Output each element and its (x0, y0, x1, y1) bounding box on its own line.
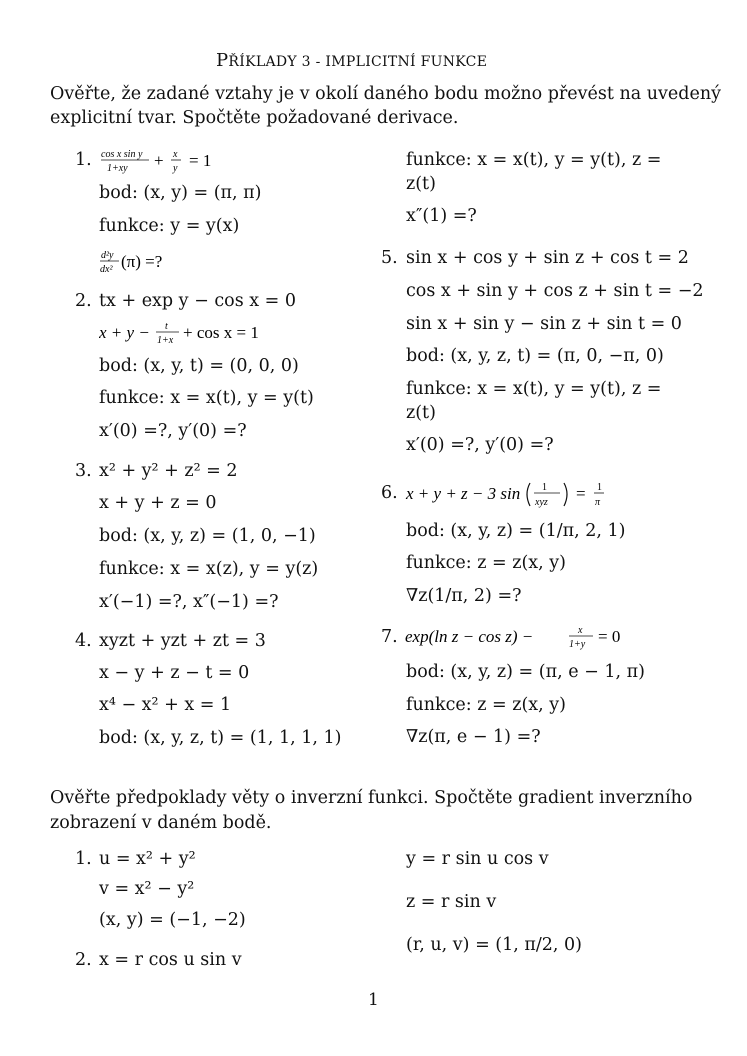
problem-4-eq1: xyzt + yzt + zt = 3 (99, 631, 266, 651)
problem-7-equation (405, 622, 655, 657)
inverse-1-u: u = x² + y² (99, 849, 196, 869)
problem-6-point: bod: (x, y, z) = (1/π, 2, 1) (406, 521, 626, 541)
problem-7-equation-svg (405, 622, 655, 652)
inverse-1-v: v = x² − y² (99, 879, 195, 899)
problem-4-point: bod: (x, y, z, t) = (1, 1, 1, 1) (99, 728, 342, 748)
problem-3-eq1: x² + y² + z² = 2 (99, 461, 238, 481)
problem-3-function: funkce: x = x(z), y = y(z) (99, 559, 319, 579)
page-title (216, 52, 487, 70)
problem-7-number: 7. (381, 627, 398, 647)
problem-1-point: bod: (x, y) = (π, π) (99, 183, 262, 203)
problem-3-ask: x′(−1) =?, x″(−1) =? (99, 592, 279, 612)
problem-7-point: bod: (x, y, z) = (π, e − 1, π) (406, 662, 645, 682)
problem-2-number: 2. (75, 291, 92, 311)
svg-text:1+x: 1+x (157, 335, 174, 346)
section2-line-1: Ověřte předpoklady věty o inverzní funkci. Spočtěte gradient inverzního (50, 788, 693, 808)
svg-text:1+xy: 1+xy (107, 163, 128, 174)
problem-2-ask: x′(0) =?, y′(0) =? (99, 421, 247, 441)
problem-5-eq1: sin x + cos y + sin z + cos t = 2 (406, 248, 689, 268)
svg-text:1: 1 (542, 482, 547, 493)
problem-5-eq3: sin x + sin y − sin z + sin t = 0 (406, 314, 682, 334)
svg-text:x + y + z − 3 sin: x + y + z − 3 sin (406, 484, 521, 503)
svg-text:y: y (173, 163, 178, 174)
svg-text:1+y: 1+y (569, 639, 586, 650)
svg-text:=: = (576, 484, 586, 503)
inverse-2-z: z = r sin v (406, 892, 497, 912)
problem-6-ask: ∇z(1/π, 2) =? (406, 586, 522, 606)
inverse-2-x: x = r cos u sin v (99, 950, 242, 970)
svg-text:t: t (165, 321, 168, 332)
svg-text:x: x (578, 625, 583, 636)
page-number: 1 (368, 990, 379, 1010)
svg-text:= 1: = 1 (189, 151, 212, 170)
problem-3-point: bod: (x, y, z) = (1, 0, −1) (99, 526, 316, 546)
problem-5-ask: x′(0) =?, y′(0) =? (406, 435, 554, 455)
inverse-1-number: 1. (75, 849, 92, 869)
inverse-2-number: 2. (75, 950, 92, 970)
svg-text:xyz: xyz (535, 497, 548, 508)
problem-6-equation (404, 474, 654, 519)
problem-2-eq2 (99, 318, 319, 353)
svg-text:exp(ln z − cos z) −: exp(ln z − cos z) − (405, 627, 534, 646)
inverse-2-point: (r, u, v) = (1, π/2, 0) (406, 935, 582, 955)
problem-5-number: 5. (381, 248, 398, 268)
problem-2-eq1: tx + exp y − cos x = 0 (99, 291, 297, 311)
problem-5-function-line-2: z(t) (406, 403, 436, 423)
intro-line-1: Ověřte, že zadané vztahy je v okolí daného bodu možno převést na uvedený (50, 84, 721, 104)
problem-5-point: bod: (x, y, z, t) = (π, 0, −π, 0) (406, 346, 664, 366)
svg-text:x + y −: x + y − (99, 323, 150, 342)
problem-6-number: 6. (381, 483, 398, 503)
problem-1-ask (99, 247, 209, 282)
svg-text:+: + (154, 151, 164, 170)
problem-4-eq3: x⁴ − x² + x = 1 (99, 695, 232, 715)
problem-4-ask: x″(1) =? (406, 206, 477, 226)
problem-3-eq2: x + y + z = 0 (99, 493, 217, 513)
svg-text:1: 1 (597, 482, 602, 493)
svg-text:x: x (173, 149, 178, 160)
problem-4-function-line-2: z(t) (406, 174, 436, 194)
problem-5-eq2: cos x + sin y + cos z + sin t = −2 (406, 281, 704, 301)
inverse-2-y: y = r sin u cos v (406, 849, 549, 869)
problem-1-ask-svg (99, 247, 209, 277)
problem-1-function: funkce: y = y(x) (99, 216, 240, 236)
problem-4-function-line-1: funkce: x = x(t), y = y(t), z = (406, 150, 662, 170)
problem-2-eq2-svg (99, 318, 319, 348)
problem-7-ask: ∇z(π, e − 1) =? (406, 727, 541, 747)
problem-1-equation (99, 146, 249, 181)
problem-2-point: bod: (x, y, t) = (0, 0, 0) (99, 356, 299, 376)
problem-5-function-line-1: funkce: x = x(t), y = y(t), z = (406, 379, 662, 399)
title-initial: P (216, 50, 229, 71)
problem-7-function: funkce: z = z(x, y) (406, 695, 567, 715)
svg-text:cos x sin y: cos x sin y (101, 149, 143, 160)
problem-6-equation-svg (404, 474, 654, 514)
problem-6-function: funkce: z = z(x, y) (406, 553, 567, 573)
svg-text:π: π (595, 497, 601, 508)
section2-line-2: zobrazení v daném bodě. (50, 813, 272, 833)
title-rest: ŘÍKLADY 3 - IMPLICITNÍ FUNKCE (228, 54, 488, 70)
problem-4-number: 4. (75, 631, 92, 651)
inverse-1-point: (x, y) = (−1, −2) (99, 910, 246, 930)
svg-text:(π) =?: (π) =? (121, 252, 163, 271)
svg-text:dx²: dx² (100, 264, 113, 275)
problem-2-function: funkce: x = x(t), y = y(t) (99, 388, 314, 408)
svg-text:+ cos x = 1: + cos x = 1 (183, 323, 259, 342)
problem-4-eq2: x − y + z − t = 0 (99, 663, 250, 683)
problem-1-equation-svg (99, 146, 249, 176)
svg-text:= 0: = 0 (598, 627, 621, 646)
svg-text:d²y: d²y (101, 250, 114, 261)
problem-1-number: 1. (75, 150, 92, 170)
problem-3-number: 3. (75, 461, 92, 481)
intro-line-2: explicitní tvar. Spočtěte požadované derivace. (50, 108, 459, 128)
